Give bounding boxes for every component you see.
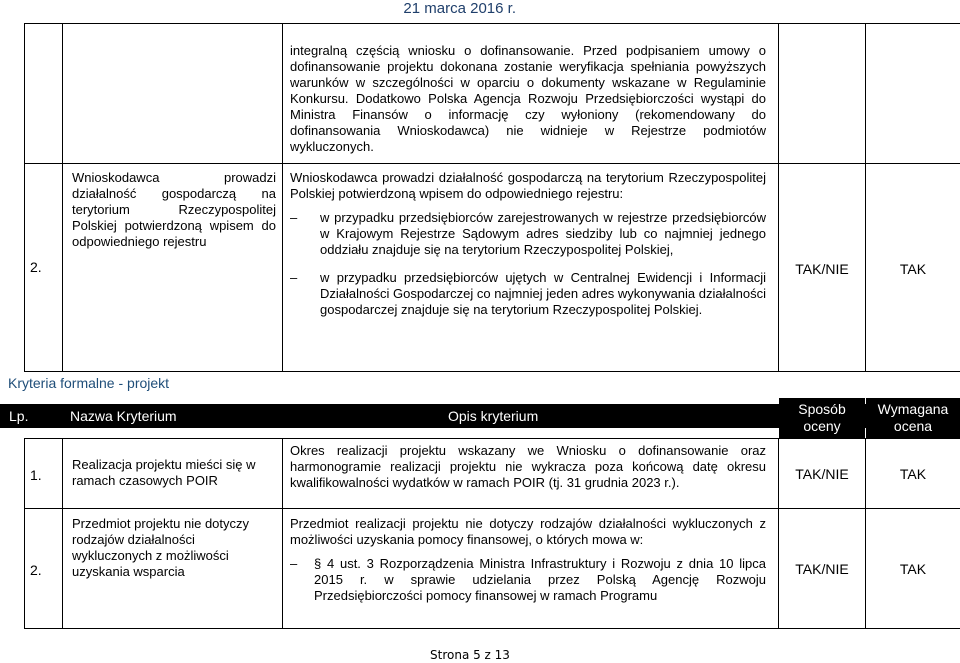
dash-bullet: – (290, 270, 298, 285)
list-item (290, 270, 766, 318)
list-item (290, 556, 766, 604)
required-score: TAK (899, 466, 927, 482)
table-border (865, 23, 866, 372)
table-border (24, 438, 25, 629)
dash-bullet: – (290, 210, 298, 225)
header-lp: Lp. (9, 408, 29, 424)
criterion-description-continued (290, 43, 766, 155)
table-border (24, 628, 960, 629)
section-title: Kryteria formalne - projekt (8, 375, 170, 391)
header-method: Sposób oceny (798, 401, 846, 434)
row-number: 2. (30, 562, 42, 578)
table-border (24, 508, 960, 509)
header-date: 21 marca 2016 r. (403, 0, 516, 17)
row-number: 1. (30, 467, 42, 483)
table-border (24, 371, 960, 372)
list-item-text: w przypadku przedsiębiorców zarejestrowanych w rejestrze przedsiębiorców w Krajowym Rejestrze Sądowym adres siedziby lub co najmniej jednego oddziału znajduje się na terytorium Rzeczypospolitej Polskiej, (320, 210, 766, 257)
table-border (282, 23, 283, 372)
table-border (24, 163, 960, 164)
table-border (62, 23, 63, 372)
list-item-text: § 4 ust. 3 Rozporządzenia Ministra Infrastruktury i Rozwoju z dnia 10 lipca 2015 r. w sprawie udzielania przez Polską Agencję Rozwoju Przedsiębiorczości pomocy finansowej w ramach Programu (314, 556, 766, 603)
evaluation-method: TAK/NIE (795, 466, 849, 482)
header-criterion-name: Nazwa Kryterium (70, 408, 177, 424)
table-border (778, 23, 779, 372)
table-border (24, 23, 960, 24)
table-border (24, 23, 25, 372)
description-intro: Przedmiot realizacji projektu nie dotyczy rodzajów działalności wykluczonych z możliwości uzyskania pomocy finansowej, o których mowa w: (290, 516, 766, 547)
description-text: integralną częścią wniosku o dofinansowanie. Przed podpisaniem umowy o dofinansowanie projektu dokonana zostanie weryfikacja spełniania powyższych warunków w szczególności w oparciu o dokumenty wskazane w Regulaminie Konkursu. Dodatkowo Polska Agencja Rozwoju Przedsiębiorczości wystąpi do Ministra Finansów o informację czy wyłoniony (rekomendowany do dofinansowania Wnioskodawca) nie widnieje w Rejestrze podmiotów wykluczonych. (290, 43, 766, 154)
criterion-name (72, 457, 272, 489)
criterion-name-text: Wnioskodawca prowadzi działalność gospodarczą na terytorium Rzeczypospolitej Polskiej potwierdzoną wpisem do odpowiedniego rejestru (72, 170, 276, 249)
criterion-description (290, 170, 766, 318)
list-item-text: w przypadku przedsiębiorców ujętych w Centralnej Ewidencji i Informacji Działalności Gospodarczej co najmniej jeden adres wykonywania działalności gospodarczej znajduje się na terytorium Rzeczypospolitej Polskiej. (320, 270, 766, 317)
header-criterion-description: Opis kryterium (448, 408, 539, 424)
page-number: Strona 5 z 13 (430, 648, 510, 662)
table-border (282, 438, 283, 629)
header-required: Wymagana ocena (877, 401, 949, 434)
criterion-name-text: Przedmiot projektu nie dotyczy rodzajów działalności wykluczonych z możliwości uzyskania wsparcia (72, 516, 250, 579)
required-score: TAK (899, 561, 927, 577)
evaluation-method: TAK/NIE (795, 261, 849, 277)
table-border (62, 438, 63, 629)
criterion-name (72, 516, 272, 580)
required-score: TAK (899, 261, 927, 277)
evaluation-method: TAK/NIE (795, 561, 849, 577)
criterion-name-text: Realizacja projektu mieści się w ramach czasowych POIR (72, 457, 256, 488)
row-number: 2. (30, 259, 42, 275)
dash-bullet: – (290, 556, 298, 571)
list-item (290, 210, 766, 258)
criterion-description (290, 516, 766, 604)
criterion-description (290, 443, 766, 491)
table-border (24, 438, 960, 439)
criterion-name (72, 170, 276, 250)
description-intro: Wnioskodawca prowadzi działalność gospodarczą na terytorium Rzeczypospolitej Polskiej potwierdzoną wpisem do odpowiedniego rejestru: (290, 170, 766, 201)
description-text: Okres realizacji projektu wskazany we Wniosku o dofinansowanie oraz harmonogramie realizacji projektu nie wykracza poza końcową datę okresu kwalifikowalności wydatków w ramach POIR (tj. 31 grudnia 2023 r.). (290, 443, 766, 490)
